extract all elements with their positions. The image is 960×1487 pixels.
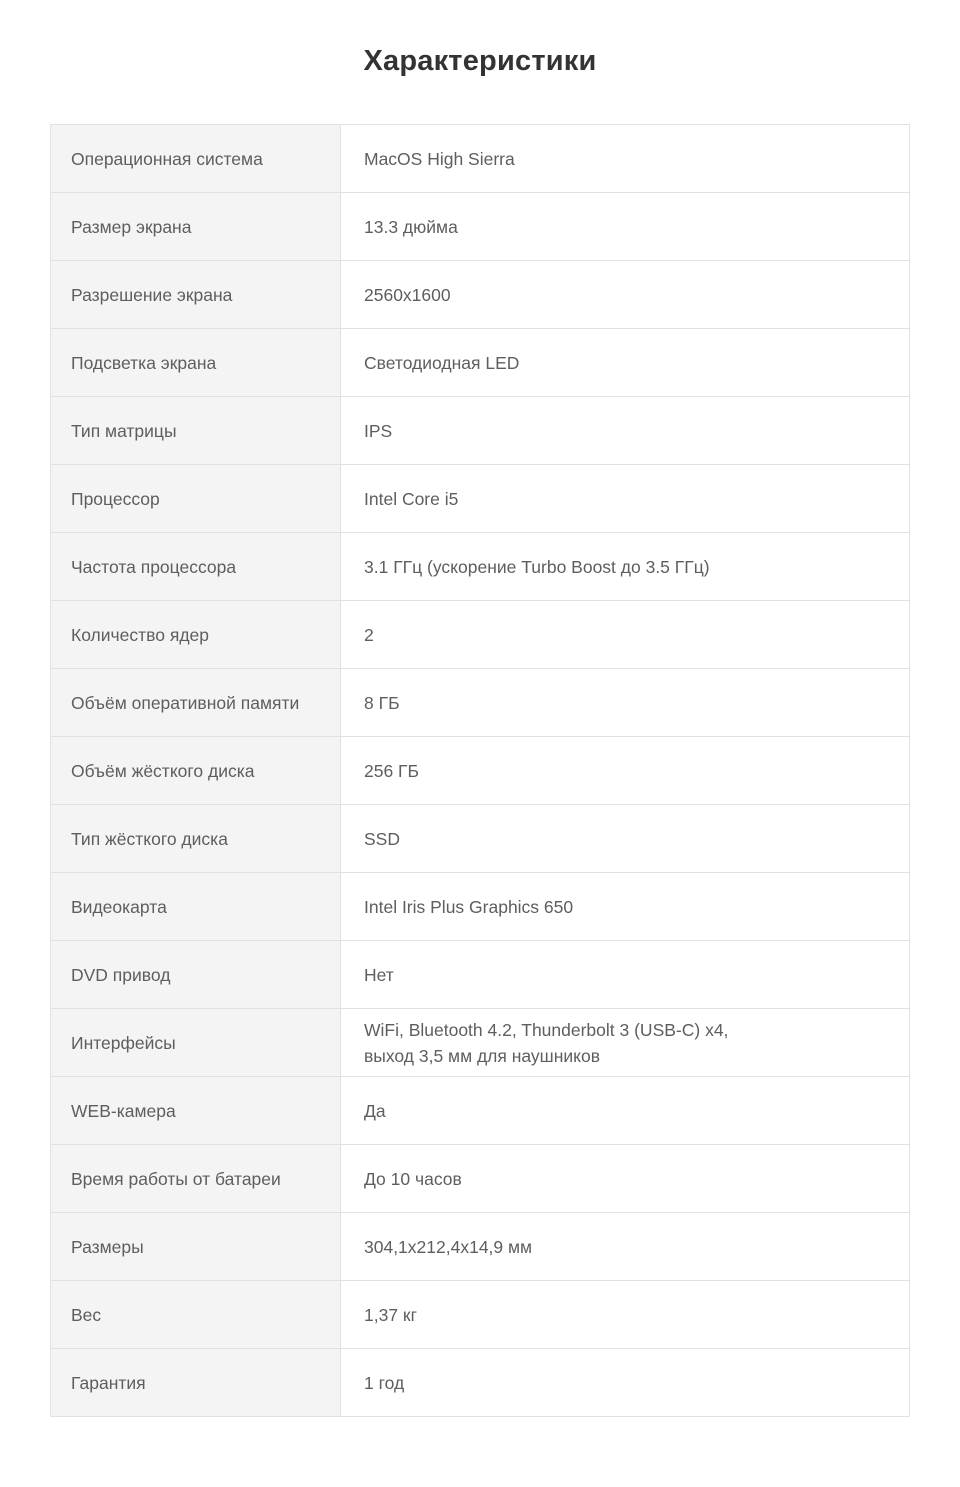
spec-value-line: 3.1 ГГц (ускорение Turbo Boost до 3.5 ГГц) <box>364 556 710 577</box>
spec-label: Количество ядер <box>51 601 341 669</box>
spec-label: Интерфейсы <box>51 1009 341 1077</box>
spec-label: Гарантия <box>51 1349 341 1417</box>
spec-row <box>51 941 910 1009</box>
spec-label: Процессор <box>51 465 341 533</box>
spec-value <box>341 1281 910 1349</box>
spec-row <box>51 601 910 669</box>
spec-row <box>51 125 910 193</box>
spec-value <box>341 941 910 1009</box>
spec-value-line: 2 <box>364 624 374 645</box>
spec-value-line: До 10 часов <box>364 1168 462 1189</box>
spec-row <box>51 737 910 805</box>
spec-value <box>341 397 910 465</box>
spec-row <box>51 465 910 533</box>
spec-label: Вес <box>51 1281 341 1349</box>
spec-value-line: 8 ГБ <box>364 692 400 713</box>
spec-value-line: Intel Core i5 <box>364 488 459 509</box>
spec-label: WEB-камера <box>51 1077 341 1145</box>
spec-value-line: 1 год <box>364 1372 405 1393</box>
spec-value <box>341 533 910 601</box>
spec-label: Объём оперативной памяти <box>51 669 341 737</box>
spec-value-line: MacOS High Sierra <box>364 148 515 169</box>
spec-row <box>51 1077 910 1145</box>
spec-value-line: 1,37 кг <box>364 1304 417 1325</box>
spec-row <box>51 1009 910 1077</box>
spec-value <box>341 125 910 193</box>
spec-value-line: 13.3 дюйма <box>364 216 458 237</box>
page-title: Характеристики <box>363 45 597 77</box>
spec-label: Видеокарта <box>51 873 341 941</box>
spec-label: Разрешение экрана <box>51 261 341 329</box>
spec-value <box>341 805 910 873</box>
spec-label: Частота процессора <box>51 533 341 601</box>
spec-value <box>341 1077 910 1145</box>
spec-row <box>51 873 910 941</box>
spec-label: Размеры <box>51 1213 341 1281</box>
specs-table-body <box>51 125 910 1417</box>
spec-value <box>341 329 910 397</box>
spec-label: Время работы от батареи <box>51 1145 341 1213</box>
spec-value-line: SSD <box>364 828 400 849</box>
spec-value <box>341 1009 910 1077</box>
spec-label: Операционная система <box>51 125 341 193</box>
spec-value-line: 304,1x212,4x14,9 мм <box>364 1236 533 1257</box>
spec-row <box>51 805 910 873</box>
specs-table <box>50 124 910 1417</box>
spec-value <box>341 737 910 805</box>
spec-label: Объём жёсткого диска <box>51 737 341 805</box>
spec-label: Тип матрицы <box>51 397 341 465</box>
spec-value <box>341 465 910 533</box>
spec-row <box>51 193 910 261</box>
spec-row <box>51 1349 910 1417</box>
spec-value-line: Да <box>364 1100 386 1121</box>
spec-value-line: WiFi, Bluetooth 4.2, Thunderbolt 3 (USB-C) x4, <box>364 1019 729 1040</box>
spec-row <box>51 1213 910 1281</box>
spec-row <box>51 1281 910 1349</box>
spec-value <box>341 601 910 669</box>
spec-value <box>341 261 910 329</box>
spec-value <box>341 193 910 261</box>
spec-row <box>51 533 910 601</box>
spec-row <box>51 329 910 397</box>
spec-value-line: IPS <box>364 420 393 441</box>
spec-value-line: 2560x1600 <box>364 284 451 305</box>
spec-label: Подсветка экрана <box>51 329 341 397</box>
spec-value <box>341 669 910 737</box>
spec-value-line: 256 ГБ <box>364 760 420 781</box>
spec-value <box>341 1145 910 1213</box>
spec-value <box>341 873 910 941</box>
spec-row <box>51 669 910 737</box>
spec-row <box>51 397 910 465</box>
spec-value <box>341 1213 910 1281</box>
spec-value <box>341 1349 910 1417</box>
spec-value-line: Нет <box>364 964 394 985</box>
spec-label: Размер экрана <box>51 193 341 261</box>
spec-row <box>51 261 910 329</box>
spec-value-line: выход 3,5 мм для наушников <box>364 1045 601 1066</box>
spec-label: DVD привод <box>51 941 341 1009</box>
spec-label: Тип жёсткого диска <box>51 805 341 873</box>
spec-row <box>51 1145 910 1213</box>
spec-value-line: Intel Iris Plus Graphics 650 <box>364 896 574 917</box>
spec-value-line: Светодиодная LED <box>364 352 520 373</box>
